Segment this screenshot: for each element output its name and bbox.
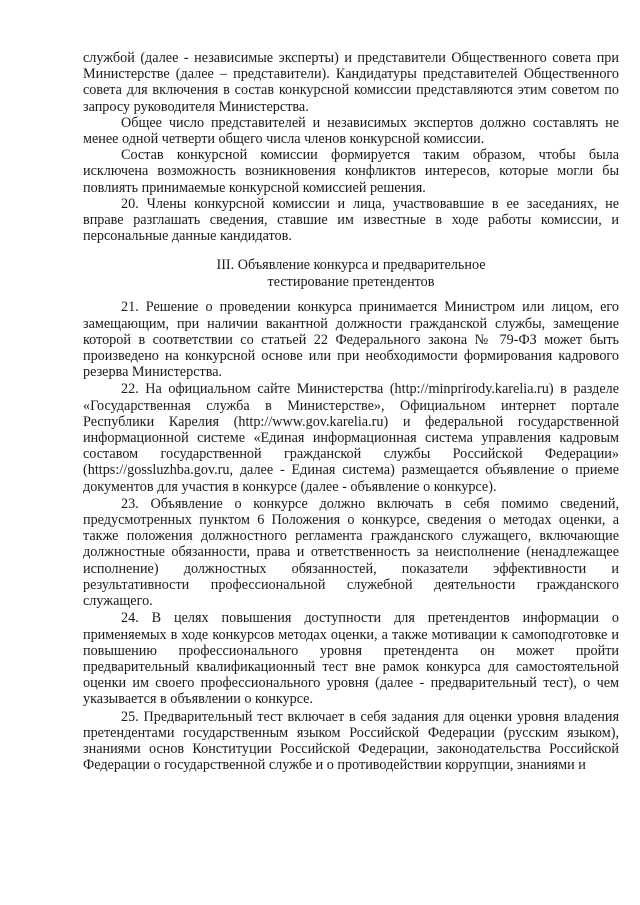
paragraph-21: 21. Решение о проведении конкурса принимается Министром или лицом, его замещающим, при наличии вакантной должности гражданской службы, замещение которой в соответствии со статьей 22 Федерального закона № 79-ФЗ может быть произведено на конкурсной основе или при необходимости формирования кадрового резерва Министерства. (83, 299, 619, 381)
paragraph-representatives-share: Общее число представителей и независимых экспертов должно составлять не менее одной четверти общего числа членов конкурсной комиссии. (83, 114, 619, 148)
paragraph-commission-composition: Состав конкурсной комиссии формируется таким образом, чтобы была исключена возможность возникновения конфликтов интересов, которые могли бы повлиять принимаемые конкурсной комиссией решения. (83, 147, 619, 196)
paragraph-20: 20. Члены конкурсной комиссии и лица, участвовавшие в ее заседаниях, не вправе разглашать сведения, ставшие им известные в ходе работы комиссии, и персональные данные кандидатов. (83, 195, 619, 245)
section-title-line-1: III. Объявление конкурса и предварительное (216, 257, 486, 274)
paragraph-22: 22. На официальном сайте Министерства (http://minprirody.karelia.ru) в разделе «Государственная служба в Министерстве», Официальном интернет портале Республики Карелия (http://www.gov.karelia.ru) и федеральной государственной информационной системе «Единая информационная система управления кадровым составом государственной гражданской службы Российской Федерации» (https://gossluzhba.gov.ru, далее - Единая система) размещается объявление о приеме документов для участия в конкурсе (далее - объявление о конкурсе). (83, 381, 619, 495)
section-title (83, 257, 619, 290)
document-body (83, 50, 619, 773)
paragraph-continuation: службой (далее - независимые эксперты) и представители Общественного совета при Министерстве (далее – представители). Кандидатуры представителей Общественного совета для включения в состав конкурсной комиссии представляются этим советом по запросу руководителя Министерства. (83, 50, 619, 115)
paragraph-24: 24. В целях повышения доступности для претендентов информации о применяемых в ходе конкурсов методах оценки, а также мотивации к самоподготовке и повышению профессионального уровня претендента он может пройти предварительный квалификационный тест вне рамок конкурса для самостоятельной оценки им своего профессионального уровня (далее - предварительный тест), о чем указывается в объявлении о конкурсе. (83, 610, 619, 708)
paragraph-23: 23. Объявление о конкурсе должно включать в себя помимо сведений, предусмотренных пунктом 6 Положения о конкурсе, сведения о методах оценки, а также положения должностного регламента гражданского служащего, включающие должностные обязанности, права и ответственность за неисполнение (ненадлежащее исполнение) должностных обязанностей, показатели эффективности и результативности профессиональной служебной деятельности гражданского служащего. (83, 495, 619, 610)
paragraph-25: 25. Предварительный тест включает в себя задания для оценки уровня владения претендентами государственным языком Российской Федерации (русским языком), знаниями основ Конституции Российской Федерации, законодательства Российской Федерации о государственной службе и о противодействии коррупции, знаниями и (83, 708, 619, 774)
section-title-line-2: тестирование претендентов (267, 273, 435, 290)
